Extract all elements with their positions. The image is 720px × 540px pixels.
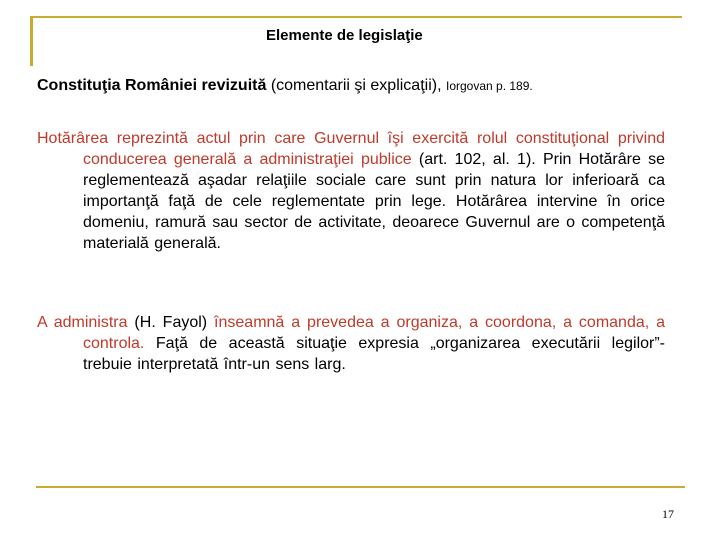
- left-border-line: [30, 16, 33, 66]
- paragraph1-text: (art. 102, al. 1). Prin Hotărâre se reglementează aşadar relaţiile sociale care sunt prin natura lor inferioară ca importanţă faţă de cele reglementate prin lege. Hotărârea intervine în orice domeniu, ramură sau sector de activitate, deoarece Guvernul are o competenţă materială generală.: [83, 151, 665, 252]
- paragraph1-red-rest: Guvernul îşi exercită rolul constituţional privind conducerea generală a administraţiei publice: [83, 130, 666, 168]
- paragraph2-text-b: Faţă de această situaţie expresia „organizarea executării legilor”- trebuie interpretată într-un sens larg.: [83, 335, 665, 373]
- bottom-border-line: [36, 486, 685, 488]
- source-author: Iorgovan p. 189.: [445, 79, 533, 93]
- paragraph-hotararea: [37, 128, 665, 254]
- source-subtitle: (comentarii şi explicaţii),: [266, 77, 446, 94]
- slide-title: Elemente de legislaţie: [266, 27, 423, 44]
- paragraph2-text-a: (H. Fayol): [127, 314, 215, 331]
- top-border-line: [30, 16, 682, 18]
- paragraph-administrare: [37, 312, 665, 375]
- paragraph2-red-a: A administra: [37, 314, 128, 331]
- page-number: 17: [662, 507, 674, 521]
- paragraph2-red-b: înseamnă a prevedea a organiza, a coordona, a comanda, a controla.: [83, 314, 665, 352]
- paragraph1-red-intro: Hotărârea reprezintă actul prin care: [37, 130, 306, 147]
- source-book-title: Constituţia României revizuită: [37, 77, 267, 94]
- source-reference: [37, 77, 533, 95]
